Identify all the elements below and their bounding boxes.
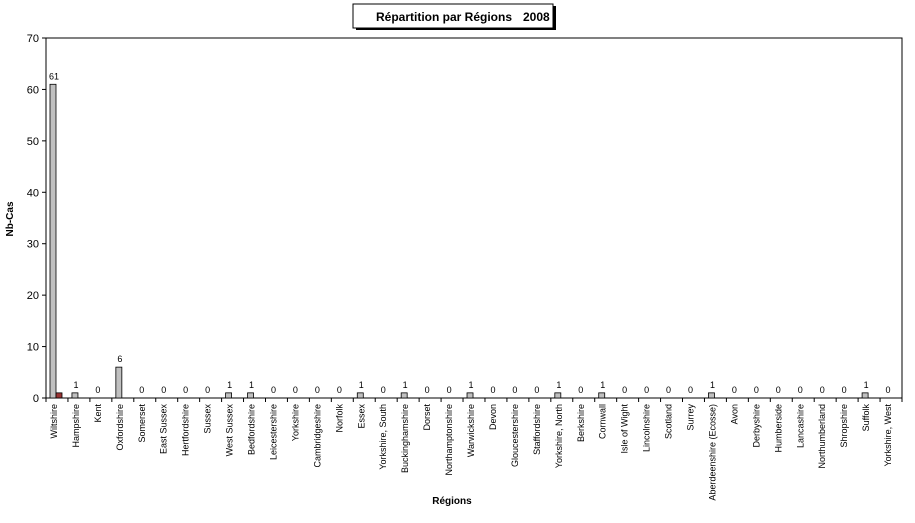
data-label: 0 — [841, 385, 847, 395]
x-tick-label: Somerset — [136, 404, 147, 443]
data-label: 1 — [358, 379, 364, 390]
data-label: 0 — [666, 385, 672, 395]
data-label: 0 — [490, 385, 496, 395]
data-label: 0 — [688, 385, 694, 395]
data-label: 1 — [556, 379, 562, 390]
x-tick-label: Derbyshire — [751, 404, 762, 448]
bar — [116, 367, 122, 398]
x-tick-label: Lincolnshire — [641, 404, 652, 453]
data-label: 0 — [797, 385, 803, 395]
x-tick-label: Wiltshire — [49, 404, 59, 439]
x-tick-label: Staffordshire — [531, 404, 542, 455]
x-tick-label: Cambridgeshire — [312, 404, 323, 468]
x-axis-label: Régions — [432, 496, 472, 507]
y-tick-label: 70 — [26, 33, 39, 45]
x-tick-label: Scotland — [663, 404, 674, 440]
chart-title: Répartition par Régions — [376, 10, 513, 24]
x-tick-label: East Sussex — [158, 404, 169, 455]
bar — [50, 84, 56, 398]
y-tick-label: 30 — [26, 238, 39, 251]
data-label: 1 — [227, 379, 233, 390]
y-tick-label: 0 — [32, 393, 39, 405]
bar — [467, 393, 473, 398]
chart-title-box — [353, 4, 556, 30]
chart-title-year: 2008 — [523, 10, 550, 24]
data-label: 0 — [731, 385, 737, 395]
bar — [401, 393, 407, 398]
x-tick-label: Buckinghamshire — [400, 404, 411, 474]
bar — [555, 393, 561, 398]
data-label: 0 — [336, 385, 342, 395]
data-label: 1 — [600, 379, 606, 390]
bar — [599, 393, 605, 398]
x-tick-label: Hampshire — [70, 404, 81, 448]
y-axis-label: Nb-Cas — [5, 201, 16, 237]
bar — [72, 393, 78, 398]
data-label: 0 — [95, 385, 101, 395]
data-label: 0 — [819, 385, 825, 395]
x-tick-label: Aberdeenshire (Ecosse) — [707, 404, 718, 501]
x-tick-label: Kent — [92, 404, 103, 423]
bar-secondary — [56, 393, 62, 398]
data-label: 0 — [622, 385, 628, 395]
y-tick-label: 60 — [26, 84, 39, 97]
bar — [248, 393, 254, 398]
data-label: 0 — [314, 385, 320, 395]
data-label: 1 — [402, 379, 408, 390]
y-tick-label: 20 — [26, 290, 39, 303]
x-tick-label: Essex — [356, 404, 367, 429]
x-tick-label: Dorset — [422, 404, 433, 431]
y-tick-label: 10 — [26, 341, 39, 354]
data-label: 0 — [534, 385, 540, 395]
x-tick-label: Cornwall — [597, 404, 608, 440]
x-tick-label: Leicestershire — [268, 404, 279, 461]
data-label: 0 — [644, 385, 650, 395]
x-tick-label: Humberside — [773, 404, 784, 453]
data-label: 0 — [270, 385, 276, 395]
x-tick-label: Suffolk — [861, 404, 872, 432]
data-label: 0 — [205, 385, 211, 395]
data-label: 1 — [73, 379, 79, 390]
x-tick-label: West Sussex — [224, 404, 235, 457]
data-label: 0 — [292, 385, 298, 395]
data-label: 0 — [183, 385, 189, 395]
data-label: 1 — [709, 379, 715, 390]
data-label: 6 — [117, 354, 123, 365]
x-tick-label: Berkshire — [575, 404, 586, 443]
x-tick-label: Northumberland — [817, 404, 828, 469]
x-tick-label: Yorkshire, South — [378, 404, 389, 470]
bar — [357, 393, 363, 398]
x-tick-label: Bedfordshire — [246, 404, 257, 456]
data-label: 0 — [424, 385, 430, 395]
x-tick-label: Yorkshire, North — [553, 404, 564, 469]
x-tick-label: Isle of Wight — [619, 404, 630, 454]
x-tick-label: Avon — [729, 404, 740, 425]
data-label: 0 — [885, 385, 891, 395]
plot-frame — [46, 38, 902, 398]
x-tick-label: Shropshire — [839, 404, 850, 448]
x-tick-label: Surrey — [685, 404, 696, 431]
x-tick-label: Oxfordshire — [114, 404, 125, 451]
y-tick-label: 50 — [26, 135, 39, 148]
data-label: 1 — [468, 379, 474, 390]
x-tick-label: Gloucestershire — [509, 404, 520, 468]
data-label: 0 — [161, 385, 167, 395]
bar — [862, 393, 868, 398]
x-tick-label: Hertfordshire — [180, 404, 191, 457]
bar — [226, 393, 232, 398]
x-tick-label: Yorkshire — [290, 404, 301, 442]
bar — [708, 393, 714, 398]
data-label: 0 — [753, 385, 759, 395]
data-label: 0 — [446, 385, 452, 395]
x-tick-label: Devon — [487, 404, 498, 431]
x-tick-label: Northamptonshire — [444, 404, 455, 476]
y-tick-label: 40 — [26, 187, 39, 200]
x-tick-label: Yorkshire, West — [883, 404, 894, 467]
data-label: 0 — [380, 385, 386, 395]
data-label: 1 — [249, 379, 255, 390]
data-label: 0 — [512, 385, 518, 395]
data-label: 1 — [863, 379, 869, 390]
data-label: 61 — [48, 71, 60, 82]
plot-area — [27, 33, 902, 501]
data-label: 0 — [139, 385, 145, 395]
x-tick-label: Norfolk — [334, 404, 345, 433]
data-label: 0 — [578, 385, 584, 395]
data-label: 0 — [775, 385, 781, 395]
x-tick-label: Warwickshire — [466, 404, 477, 458]
x-tick-label: Lancashire — [795, 404, 806, 449]
x-tick-label: Sussex — [202, 404, 213, 434]
